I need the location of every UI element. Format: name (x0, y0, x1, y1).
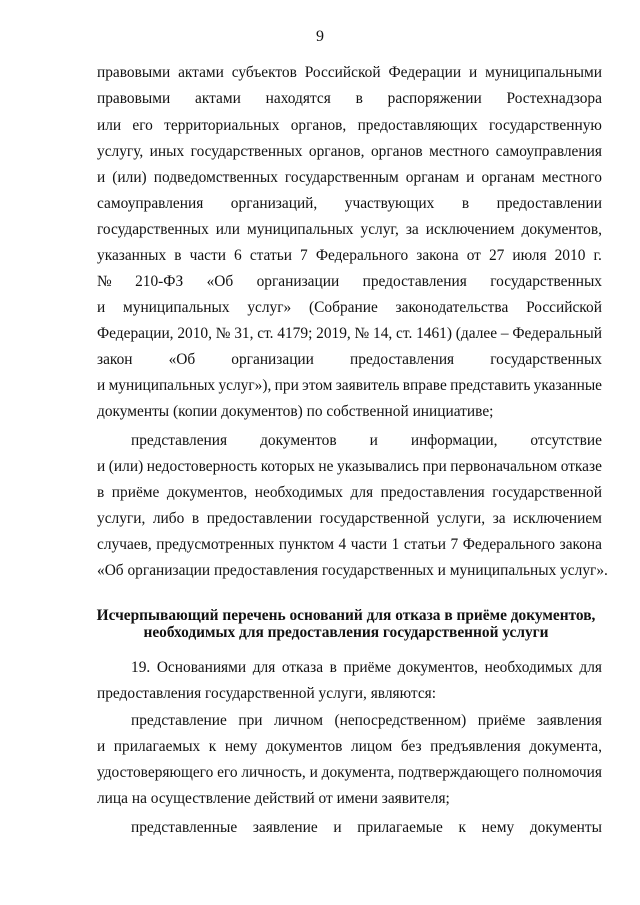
word: при (274, 377, 299, 394)
word: органов (370, 143, 423, 160)
word: прилагаемых (113, 738, 201, 755)
word: государственных (190, 143, 303, 160)
word: государственных (97, 221, 209, 238)
word: 4179; (277, 325, 313, 342)
word: организаций, (230, 195, 318, 212)
word: услугу, (97, 143, 144, 160)
word: от (466, 247, 481, 264)
word: 31, (234, 325, 254, 342)
word: предусмотренных (156, 536, 275, 553)
word: актами (178, 64, 224, 81)
word: Федерального (462, 536, 556, 553)
word: услуги, (436, 510, 486, 527)
word: органов, (290, 117, 347, 134)
word: и (97, 738, 106, 755)
word: пунктом (278, 536, 334, 553)
word: г. (593, 247, 602, 264)
word: необходимых (484, 659, 573, 676)
word: Основаниями (156, 659, 247, 676)
word: (или) (108, 458, 144, 475)
word: документов (265, 738, 343, 755)
word: в (174, 247, 182, 264)
text-line (97, 165, 602, 191)
word: местного (541, 169, 602, 186)
word: отсутствие (530, 432, 602, 449)
text-line (97, 760, 602, 786)
word: в (191, 510, 200, 527)
text-line (97, 347, 602, 373)
word: представленные (131, 819, 238, 836)
word: закона (416, 247, 459, 264)
word: территориальных (164, 117, 280, 134)
word: 7 (450, 536, 459, 553)
word: для (252, 659, 276, 676)
word: заявления (536, 712, 602, 729)
word: предоставления (380, 484, 485, 501)
word: части (189, 247, 226, 264)
text-line (97, 506, 602, 532)
word: либо (152, 510, 185, 527)
word: представления (131, 432, 228, 449)
word: отказа (281, 659, 324, 676)
word: исключением (425, 221, 515, 238)
word: муниципальных (108, 377, 216, 394)
word: нему (224, 738, 258, 755)
word: 2010, (177, 325, 212, 342)
word: – (500, 325, 509, 342)
word: подведомственных (153, 169, 278, 186)
word: приёме (111, 484, 160, 501)
word: представить (450, 377, 531, 394)
word: личность, (241, 764, 306, 781)
word: участвующих (344, 195, 435, 212)
word: части (350, 536, 388, 553)
word: 6 (234, 247, 242, 264)
word: актами (195, 90, 241, 107)
word: и (309, 764, 318, 781)
word: предъявления (430, 738, 521, 755)
word: его (132, 117, 153, 134)
word: субъектов (231, 64, 297, 81)
word: 19. (131, 659, 151, 676)
word: услуг» (247, 299, 292, 316)
word: Российской (526, 299, 602, 316)
word: (или) (112, 169, 147, 186)
word: 27 (488, 247, 505, 264)
word: предоставляющих (357, 117, 478, 134)
word: организации (231, 351, 314, 368)
word: государственной (319, 510, 430, 527)
text-line (97, 139, 602, 165)
word: его (217, 764, 238, 781)
word: для (350, 484, 374, 501)
word: этом (302, 377, 333, 394)
word: или (97, 117, 122, 134)
word: представление (131, 712, 227, 729)
word: документов, (166, 484, 248, 501)
word: государственных (490, 351, 602, 368)
word: в (355, 90, 363, 107)
word: органам (481, 169, 535, 186)
word: предоставления (349, 351, 455, 368)
word: 14, (373, 325, 393, 342)
word: муниципальных (123, 299, 230, 316)
word: приёме (477, 712, 526, 729)
word: закона (559, 536, 602, 553)
word: и (97, 377, 106, 394)
word: ст. (396, 325, 413, 342)
text-line: документы (копии документов) по собственной инициативе; (97, 403, 494, 420)
word: указанные (533, 377, 602, 394)
text-line (97, 60, 602, 86)
word: указывались (337, 458, 420, 475)
word: для (579, 659, 602, 676)
text-line (131, 708, 602, 734)
word: случаев, (97, 536, 152, 553)
word: распоряжении (387, 90, 482, 107)
word: № (354, 325, 370, 342)
word: 1 (391, 536, 400, 553)
word: полномочия (522, 764, 602, 781)
word: не (318, 458, 334, 475)
text-line (97, 734, 602, 760)
text-line (97, 269, 602, 295)
text-line: предоставления государственной услуги, являются: (97, 685, 436, 702)
word: организации (256, 273, 340, 290)
word: правовыми (97, 64, 171, 81)
word: документов, (521, 221, 602, 238)
word: «Об (168, 351, 196, 368)
text-line (131, 655, 602, 681)
word: Ростехнадзора (506, 90, 602, 107)
word: местного (429, 143, 490, 160)
word: государственных (490, 273, 602, 290)
word: статьи (403, 536, 446, 553)
word: документы (529, 819, 602, 836)
word: документа, (321, 764, 395, 781)
word: органам (405, 169, 460, 186)
word: услуг»), (218, 377, 272, 394)
text-line (97, 191, 602, 217)
text-line (97, 321, 602, 347)
word: № (215, 325, 231, 342)
word: 1461) (416, 325, 452, 342)
word: 4 (338, 536, 347, 553)
word: и (469, 64, 478, 81)
word: вправе (402, 377, 447, 394)
word: иных (149, 143, 185, 160)
word: Федерального (315, 247, 409, 264)
word: при (238, 712, 263, 729)
word: ст. (257, 325, 274, 342)
word: документов, (397, 659, 479, 676)
text-line (97, 243, 602, 269)
word: (непосредственном) (334, 712, 467, 729)
word: находятся (265, 90, 331, 107)
section-heading-line-1: Исчерпывающий перечень оснований для отказа в приёме документов, (96, 607, 596, 624)
page-number: 9 (316, 28, 324, 45)
word: указанных (97, 247, 167, 264)
word: (далее (455, 325, 498, 342)
word: за (492, 510, 506, 527)
word: лицом (351, 738, 393, 755)
word: удостоверяющего (97, 764, 214, 781)
text-line (97, 480, 602, 506)
word: прилагаемые (357, 819, 443, 836)
word: отказе (560, 458, 602, 475)
word: органов, (308, 143, 365, 160)
word: в (97, 484, 105, 501)
word: услуг, (360, 221, 399, 238)
text-line: «Об организации предоставления государственных и муниципальных услуг». (97, 562, 608, 579)
text-line (131, 815, 602, 841)
word: в (329, 659, 337, 676)
word: за (405, 221, 419, 238)
word: личном (273, 712, 324, 729)
word: Федерации (388, 64, 462, 81)
word: и (369, 432, 378, 449)
word: и (97, 458, 106, 475)
word: самоуправления (97, 195, 204, 212)
word: к (208, 738, 217, 755)
word: и (466, 169, 475, 186)
text-line (97, 295, 602, 321)
text-line (97, 373, 602, 399)
word: государственной (492, 484, 602, 501)
word: информации, (410, 432, 498, 449)
word: муниципальных (246, 221, 354, 238)
word: июля (512, 247, 547, 264)
text-line (97, 217, 602, 243)
word: приёме (343, 659, 392, 676)
word: или (215, 221, 240, 238)
word: самоуправления (495, 143, 602, 160)
section-heading-line-2: необходимых для предоставления государственной услуги (143, 624, 549, 641)
word: в (461, 195, 470, 212)
word: государственным (284, 169, 399, 186)
word: правовыми (97, 90, 171, 107)
word: государственную (488, 117, 602, 134)
word: услуги, (97, 510, 146, 527)
text-line (97, 86, 602, 112)
word: предоставлении (496, 195, 602, 212)
text-line: лица на осуществление действий от имени заявителя; (97, 790, 450, 807)
word: подтверждающего (398, 764, 520, 781)
word: «Об (206, 273, 234, 290)
word: Российской (304, 64, 381, 81)
word: которых (260, 458, 315, 475)
word: и (333, 819, 342, 836)
word: предоставления (362, 273, 467, 290)
word: 210-ФЗ (135, 273, 184, 290)
text-line (97, 113, 602, 139)
word: документа, (529, 738, 602, 755)
text-line (97, 532, 602, 558)
text-line (131, 428, 602, 454)
word: и (97, 169, 106, 186)
word: статьи (249, 247, 292, 264)
word: недостоверность (146, 458, 258, 475)
word: предоставлении (206, 510, 313, 527)
word: 2010 (554, 247, 586, 264)
word: исключением (513, 510, 602, 527)
word: № (97, 273, 112, 290)
word: заявление (252, 819, 318, 836)
word: нему (481, 819, 515, 836)
word: (Собрание (309, 299, 378, 316)
word: закон (97, 351, 133, 368)
word: документов (260, 432, 337, 449)
word: муниципальными (485, 64, 602, 81)
word: и (97, 299, 106, 316)
word: Федеральный (512, 325, 602, 342)
word: необходимых (254, 484, 343, 501)
word: без (400, 738, 422, 755)
word: 2019, (316, 325, 351, 342)
word: заявитель (335, 377, 400, 394)
text-line (97, 454, 602, 480)
word: Федерации, (97, 325, 174, 342)
word: первоначальном (450, 458, 558, 475)
word: 7 (300, 247, 308, 264)
word: к (458, 819, 466, 836)
word: при (422, 458, 447, 475)
word: законодательства (395, 299, 509, 316)
